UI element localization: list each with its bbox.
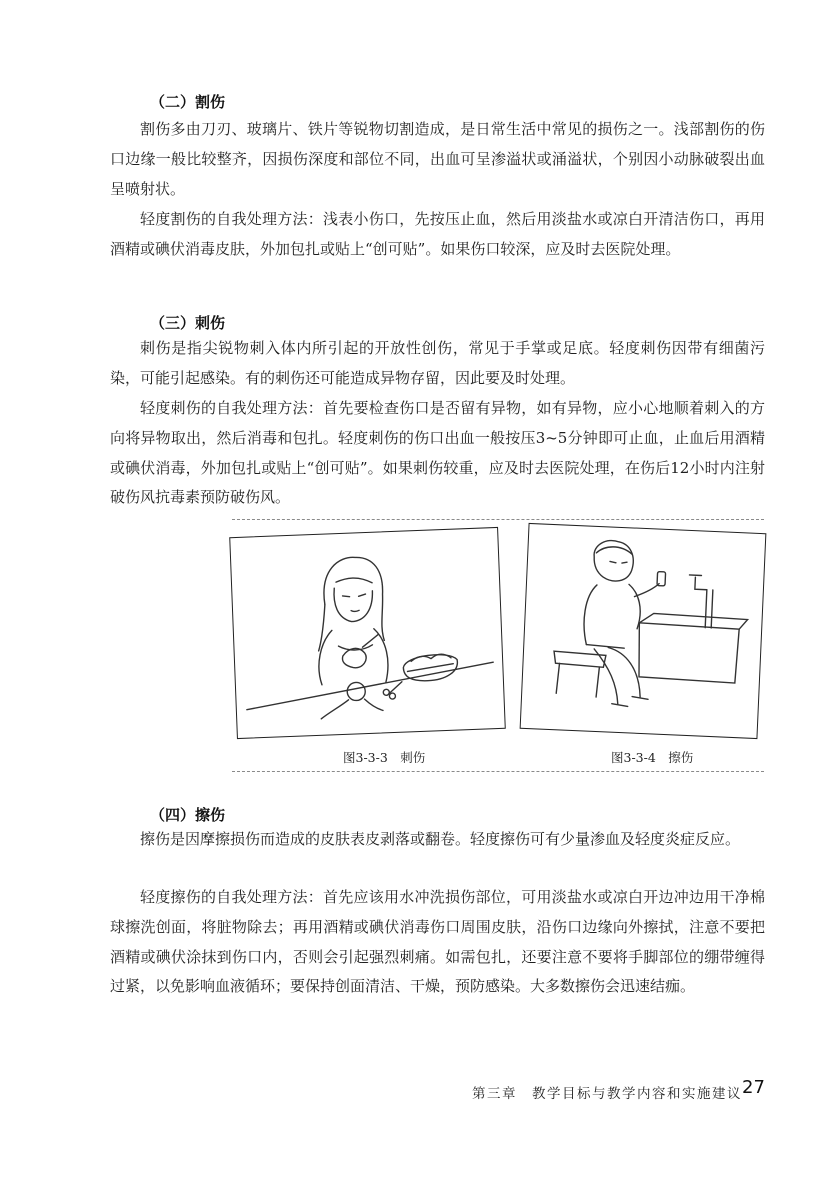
- section-heading-stab: （三）刺伤: [150, 314, 226, 332]
- paragraph-stab-definition: 刺伤是指尖锐物刺入体内所引起的开放性创伤，常见于手掌或足底。轻度刺伤因带有细菌污染，可能引起感染。有的刺伤还可能造成异物存留，因此要及时处理。: [110, 339, 765, 387]
- girl-with-needle-drawing: [230, 528, 504, 738]
- figure-scrape-illustration: [520, 523, 767, 739]
- figure-top-divider: [232, 519, 764, 520]
- footer-chapter-title: 第三章 教学目标与教学内容和实施建议: [472, 1086, 742, 1102]
- section-heading-cut: （二）割伤: [150, 93, 226, 111]
- figure-stab-illustration: [229, 527, 506, 739]
- figure-caption-scrape: 图3-3-4 擦伤: [611, 750, 694, 765]
- paragraph-scrape-definition: 擦伤是因摩擦损伤而造成的皮肤表皮剥落或翻卷。轻度擦伤可有少量渗血及轻度炎症反应。: [140, 830, 741, 848]
- paragraph-stab-treatment: 轻度刺伤的自我处理方法：首先要检查伤口是否留有异物，如有异物，应小心地顺着刺入的方向将异物取出，然后消毒和包扎。轻度刺伤的伤口出血一般按压3~5分钟即可止血，止血后用酒精或碘伏消毒，外加包扎或贴上“创可贴”。如果刺伤较重，应及时去医院处理，在伤后12小时内注射破伤风抗毒素预防破伤风。: [110, 399, 765, 507]
- figure-bottom-divider: [232, 771, 764, 772]
- boy-cleaning-wound-drawing: [521, 524, 766, 738]
- page-number: 27: [742, 1077, 765, 1098]
- paragraph-cut-definition: 割伤多由刀刃、玻璃片、铁片等锐物切割造成，是日常生活中常见的损伤之一。浅部割伤的伤口边缘一般比较整齐，因损伤深度和部位不同，出血可呈渗溢状或涌溢状，个别因小动脉破裂出血呈喷射状。: [110, 120, 765, 198]
- paragraph-cut-treatment: 轻度割伤的自我处理方法：浅表小伤口，先按压止血，然后用淡盐水或凉白开清洁伤口，再用酒精或碘伏消毒皮肤，外加包扎或贴上“创可贴”。如果伤口较深，应及时去医院处理。: [110, 210, 765, 258]
- section-heading-scrape: （四）擦伤: [150, 806, 226, 824]
- figure-caption-stab: 图3-3-3 刺伤: [343, 750, 426, 765]
- paragraph-scrape-treatment: 轻度擦伤的自我处理方法：首先应该用水冲洗损伤部位，可用淡盐水或凉白开边冲边用干净棉球擦洗创面，将脏物除去；再用酒精或碘伏消毒伤口周围皮肤，沿伤口边缘向外擦拭，注意不要把酒精或碘伏涂抹到伤口内，否则会引起强烈刺痛。如需包扎，还要注意不要将手脚部位的绷带缠得过紧，以免影响血液循环；要保持创面清洁、干燥，预防感染。大多数擦伤会迅速结痂。: [110, 888, 765, 996]
